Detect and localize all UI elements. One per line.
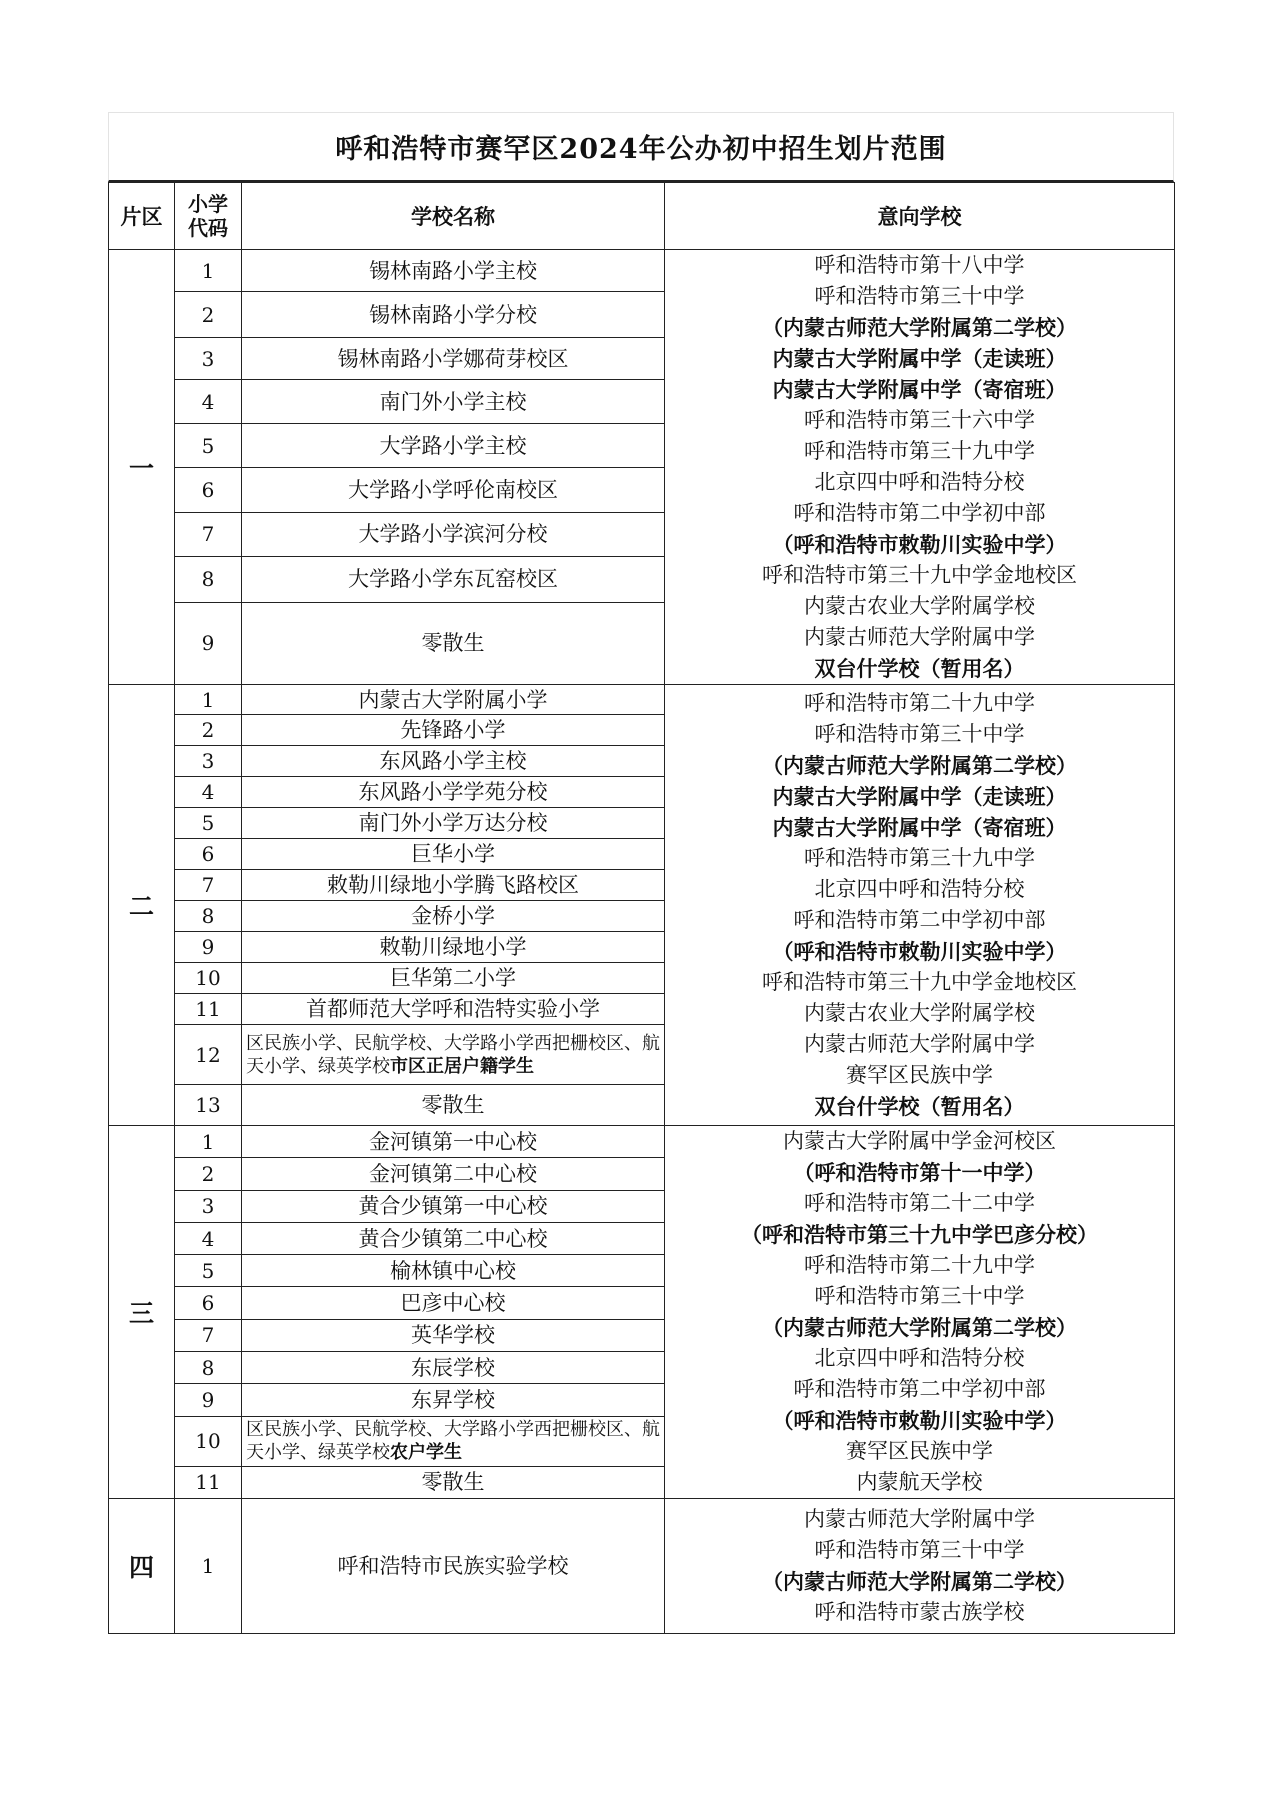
target-schools-cell <box>665 1499 1175 1634</box>
school-name-text: 区民族小学、民航学校、大学路小学西把栅校区、航天小学、绿英学校 <box>246 1032 660 1077</box>
target-school: （内蒙古师范大学附属第二学校） <box>762 315 1077 340</box>
target-school: 呼和浩特市第二中学初中部 <box>793 501 1046 525</box>
school-code: 5 <box>175 424 242 468</box>
school-code: 9 <box>175 932 242 963</box>
page-title: 呼和浩特市赛罕区2024年公办初中招生划片范围 <box>335 134 947 165</box>
target-schools-list <box>665 250 1174 684</box>
school-code: 8 <box>175 556 242 602</box>
school-name: 内蒙古大学附属小学 <box>242 685 665 715</box>
target-schools-list <box>665 1504 1174 1628</box>
target-school: 呼和浩特市第二十二中学 <box>804 1191 1035 1215</box>
school-name: 英华学校 <box>242 1319 665 1351</box>
target-schools-cell <box>665 1126 1175 1499</box>
school-code: 11 <box>175 1466 242 1498</box>
school-name: 零散生 <box>242 1085 665 1126</box>
header-code-line1: 小学 <box>188 192 228 216</box>
school-code: 5 <box>175 808 242 839</box>
school-code: 9 <box>175 602 242 684</box>
school-code: 1 <box>175 1126 242 1158</box>
school-code: 7 <box>175 512 242 556</box>
target-school: 内蒙古师范大学附属中学 <box>804 1507 1035 1531</box>
target-school: 北京四中呼和浩特分校 <box>814 877 1025 901</box>
school-code: 10 <box>175 1416 242 1466</box>
school-name: 呼和浩特市民族实验学校 <box>242 1499 665 1634</box>
zone-label: 四 <box>109 1499 175 1634</box>
zone-label: 一 <box>109 250 175 685</box>
school-name: 零散生 <box>242 1466 665 1498</box>
school-name: 首都师范大学呼和浩特实验小学 <box>242 994 665 1025</box>
school-code: 12 <box>175 1025 242 1085</box>
school-code: 2 <box>175 1158 242 1190</box>
school-name: 敕勒川绿地小学腾飞路校区 <box>242 870 665 901</box>
target-school: 内蒙古大学附属中学金河校区 <box>783 1129 1056 1153</box>
target-school: 呼和浩特市第三十六中学 <box>804 408 1035 432</box>
school-code: 9 <box>175 1384 242 1416</box>
target-school: （呼和浩特市敕勒川实验中学） <box>772 532 1067 557</box>
target-school: 双台什学校（暂用名） <box>814 1094 1025 1119</box>
school-name: 东昇学校 <box>242 1384 665 1416</box>
school-code: 7 <box>175 870 242 901</box>
header-zone: 片区 <box>109 183 175 250</box>
school-name: 金河镇第一中心校 <box>242 1126 665 1158</box>
school-name <box>242 1025 665 1085</box>
target-schools-list <box>665 1126 1174 1498</box>
school-name: 东风路小学学苑分校 <box>242 777 665 808</box>
target-school: （呼和浩特市第十一中学） <box>793 1160 1046 1185</box>
target-school: 内蒙古大学附属中学（走读班） <box>772 784 1067 809</box>
document <box>108 112 1174 1634</box>
zone-label: 三 <box>109 1126 175 1499</box>
header-row <box>109 183 1175 250</box>
target-school: 内蒙古师范大学附属中学 <box>804 625 1035 649</box>
school-name: 零散生 <box>242 602 665 684</box>
target-school: 内蒙古大学附属中学（走读班） <box>772 346 1067 371</box>
school-name: 大学路小学呼伦南校区 <box>242 468 665 512</box>
target-school: （呼和浩特市敕勒川实验中学） <box>772 939 1067 964</box>
target-school: （呼和浩特市敕勒川实验中学） <box>772 1408 1067 1433</box>
target-school: 北京四中呼和浩特分校 <box>814 1346 1025 1370</box>
zone-label: 二 <box>109 685 175 1126</box>
target-school: 呼和浩特市第二十九中学 <box>804 1253 1035 1277</box>
target-school: 呼和浩特市第二中学初中部 <box>793 908 1046 932</box>
school-code: 2 <box>175 715 242 746</box>
school-code: 1 <box>175 250 242 292</box>
school-name-text: 区民族小学、民航学校、大学路小学西把栅校区、航天小学、绿英学校 <box>246 1419 660 1464</box>
target-school: （内蒙古师范大学附属第二学校） <box>762 1315 1077 1340</box>
target-schools-cell <box>665 250 1175 685</box>
target-school: 呼和浩特市第三十九中学 <box>804 439 1035 463</box>
school-code: 1 <box>175 1499 242 1634</box>
target-school: 呼和浩特市蒙古族学校 <box>814 1600 1025 1624</box>
school-name: 东风路小学主校 <box>242 746 665 777</box>
table-row <box>109 685 1175 715</box>
school-name: 锡林南路小学娜荷芽校区 <box>242 338 665 380</box>
table-row <box>109 1126 1175 1158</box>
school-name: 金桥小学 <box>242 901 665 932</box>
target-school: 呼和浩特市第十八中学 <box>814 253 1025 277</box>
school-name: 大学路小学滨河分校 <box>242 512 665 556</box>
table-row <box>109 1499 1175 1634</box>
target-school: 北京四中呼和浩特分校 <box>814 470 1025 494</box>
target-school: 内蒙航天学校 <box>856 1470 983 1494</box>
school-name: 大学路小学东瓦窑校区 <box>242 556 665 602</box>
school-name: 黄合少镇第一中心校 <box>242 1190 665 1222</box>
school-code: 3 <box>175 1190 242 1222</box>
target-school: （内蒙古师范大学附属第二学校） <box>762 1569 1077 1594</box>
school-name: 巨华第二小学 <box>242 963 665 994</box>
school-name-suffix: 农户学生 <box>390 1442 462 1464</box>
school-code: 5 <box>175 1255 242 1287</box>
target-school: （内蒙古师范大学附属第二学校） <box>762 753 1077 778</box>
school-code: 7 <box>175 1319 242 1351</box>
target-school: 呼和浩特市第三十九中学金地校区 <box>762 563 1077 587</box>
header-target: 意向学校 <box>665 183 1175 250</box>
school-name: 东辰学校 <box>242 1352 665 1384</box>
school-code: 4 <box>175 777 242 808</box>
school-code: 4 <box>175 1222 242 1254</box>
target-school: 呼和浩特市第三十中学 <box>814 722 1025 746</box>
school-code: 11 <box>175 994 242 1025</box>
school-code: 13 <box>175 1085 242 1126</box>
school-code: 3 <box>175 746 242 777</box>
school-name: 先锋路小学 <box>242 715 665 746</box>
school-name: 黄合少镇第二中心校 <box>242 1222 665 1254</box>
target-school: 内蒙古师范大学附属中学 <box>804 1032 1035 1056</box>
school-name <box>242 1416 665 1466</box>
header-code <box>175 183 242 250</box>
school-name: 南门外小学万达分校 <box>242 808 665 839</box>
target-schools-cell <box>665 685 1175 1126</box>
school-name: 锡林南路小学分校 <box>242 292 665 338</box>
target-school: 双台什学校（暂用名） <box>814 656 1025 681</box>
school-code: 8 <box>175 1352 242 1384</box>
school-code: 3 <box>175 338 242 380</box>
school-code: 8 <box>175 901 242 932</box>
target-school: 呼和浩特市第三十中学 <box>814 1284 1025 1308</box>
header-school: 学校名称 <box>242 183 665 250</box>
school-code: 10 <box>175 963 242 994</box>
target-school: 内蒙古大学附属中学（寄宿班） <box>772 377 1067 402</box>
school-code: 6 <box>175 468 242 512</box>
target-school: 内蒙古农业大学附属学校 <box>804 1001 1035 1025</box>
school-name: 榆林镇中心校 <box>242 1255 665 1287</box>
school-name: 巴彦中心校 <box>242 1287 665 1319</box>
school-code: 6 <box>175 839 242 870</box>
target-school: 赛罕区民族中学 <box>846 1063 993 1087</box>
enrollment-table <box>108 182 1175 1634</box>
target-school: 内蒙古大学附属中学（寄宿班） <box>772 815 1067 840</box>
target-school: 呼和浩特市第三十中学 <box>814 284 1025 308</box>
school-code: 4 <box>175 380 242 424</box>
target-school: 呼和浩特市第二十九中学 <box>804 691 1035 715</box>
school-name-suffix: 市区正居户籍学生 <box>390 1055 534 1077</box>
title-bar <box>108 112 1174 182</box>
target-school: 呼和浩特市第三十九中学金地校区 <box>762 970 1077 994</box>
school-code: 2 <box>175 292 242 338</box>
target-school: 呼和浩特市第三十中学 <box>814 1538 1025 1562</box>
target-school: 呼和浩特市第二中学初中部 <box>793 1377 1046 1401</box>
table-body <box>109 250 1175 1634</box>
school-name: 南门外小学主校 <box>242 380 665 424</box>
school-name: 大学路小学主校 <box>242 424 665 468</box>
school-name: 敕勒川绿地小学 <box>242 932 665 963</box>
target-schools-list <box>665 688 1174 1122</box>
school-name: 金河镇第二中心校 <box>242 1158 665 1190</box>
table-row <box>109 250 1175 292</box>
school-name: 巨华小学 <box>242 839 665 870</box>
target-school: 呼和浩特市第三十九中学 <box>804 846 1035 870</box>
header-code-line2: 代码 <box>188 216 228 240</box>
school-code: 1 <box>175 685 242 715</box>
school-code: 6 <box>175 1287 242 1319</box>
target-school: （呼和浩特市第三十九中学巴彦分校） <box>741 1222 1098 1247</box>
target-school: 赛罕区民族中学 <box>846 1439 993 1463</box>
target-school: 内蒙古农业大学附属学校 <box>804 594 1035 618</box>
school-name: 锡林南路小学主校 <box>242 250 665 292</box>
